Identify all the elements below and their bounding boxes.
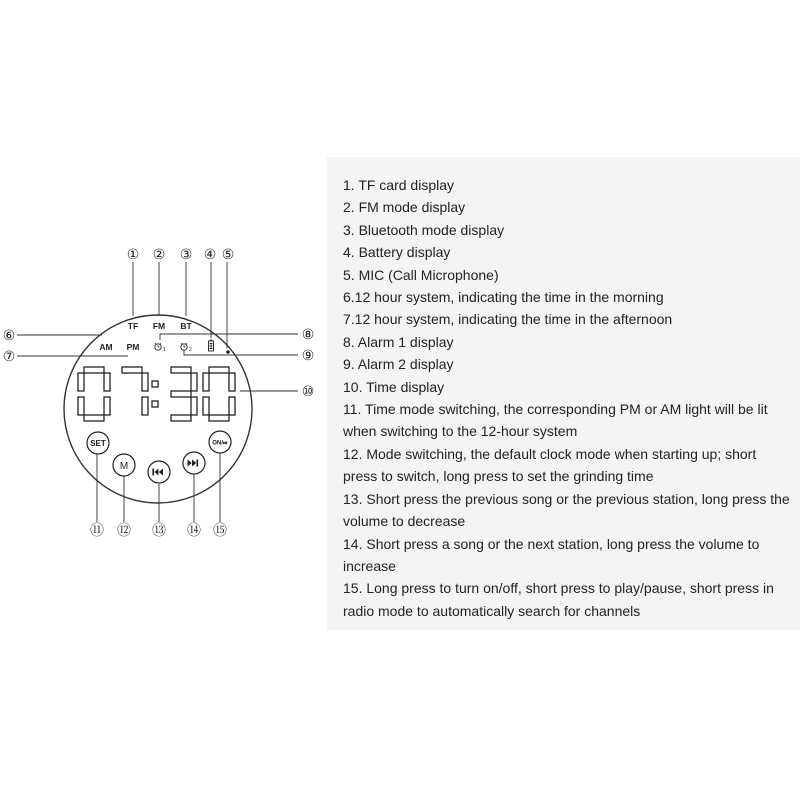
pm-indicator: PM bbox=[126, 342, 140, 352]
callout-4: ④ bbox=[203, 246, 217, 262]
set-button-label: SET bbox=[90, 439, 106, 448]
time-digit-1-segment bbox=[104, 397, 110, 415]
next-button[interactable] bbox=[183, 452, 205, 474]
device-diagram bbox=[0, 0, 325, 800]
time-display bbox=[78, 367, 235, 421]
callout-10: ⑩ bbox=[301, 383, 315, 399]
callout-11: ⑪ bbox=[90, 522, 104, 538]
callout-14: ⑭ bbox=[187, 522, 201, 538]
description-item-10: 10. Time display bbox=[343, 378, 445, 395]
callout-3: ③ bbox=[179, 246, 193, 262]
power-play-button-label: ON/⏯ bbox=[212, 440, 228, 447]
description-item-3: 3. Bluetooth mode display bbox=[343, 221, 505, 238]
mode-button[interactable] bbox=[113, 454, 135, 476]
description-item-1: 1. TF card display bbox=[343, 177, 455, 193]
description-item-5: 5. MIC (Call Microphone) bbox=[343, 266, 499, 283]
callout-9: ⑨ bbox=[301, 347, 315, 363]
description-item-2: 2. FM mode display bbox=[343, 199, 466, 216]
power-play-button[interactable] bbox=[209, 431, 231, 453]
time-digit-1-segment bbox=[78, 373, 84, 391]
time-digit-2-segment bbox=[122, 367, 142, 373]
tf-indicator: TF bbox=[127, 321, 139, 331]
am-indicator: AM bbox=[99, 342, 113, 352]
time-colon-dot bbox=[152, 401, 158, 407]
callout-1: ① bbox=[126, 246, 140, 262]
microphone-icon bbox=[226, 350, 230, 354]
description-item-7: 7.12 hour system, indicating the time in the afternoon bbox=[343, 311, 673, 328]
alarm-2-icon bbox=[181, 343, 187, 350]
set-button[interactable] bbox=[87, 432, 109, 454]
mode-button-label: M bbox=[119, 461, 129, 472]
time-digit-3-segment bbox=[191, 373, 197, 391]
time-digit-3-segment bbox=[171, 415, 191, 421]
callout-13: ⑬ bbox=[152, 522, 166, 538]
description-item-13: 13. Short press the previous song or the previous station, long press the volume to decrease bbox=[343, 490, 790, 530]
callout-5: ⑤ bbox=[221, 246, 235, 262]
description-item-9: 9. Alarm 2 display bbox=[343, 356, 454, 373]
description-item-11: 11. Time mode switching, the corresponding PM or AM light will be lit when switching to the 12-hour system bbox=[343, 401, 768, 440]
description-item-14: 14. Short press a song or the next station, long press the volume to increase bbox=[343, 535, 760, 574]
callout-6: ⑥ bbox=[2, 327, 16, 343]
time-digit-3-segment bbox=[171, 391, 191, 397]
callout-8: ⑧ bbox=[301, 326, 315, 342]
alarm-1-sub: 1 bbox=[163, 347, 166, 353]
bt-indicator: BT bbox=[180, 321, 192, 331]
description-item-15: 15. Long press to turn on/off, short press to play/pause, short press in radio mode to automatically search for channels bbox=[343, 580, 774, 619]
callout-7: ⑦ bbox=[2, 348, 16, 364]
description-item-12: 12. Mode switching, the default clock mode when starting up; short press to switch, long press to set the grinding time bbox=[343, 445, 757, 485]
callout-15: ⑮ bbox=[213, 522, 227, 538]
alarm-2-sub: 2 bbox=[189, 347, 192, 353]
time-colon-dot bbox=[152, 381, 158, 387]
time-digit-2-segment bbox=[142, 373, 148, 391]
time-digit-1-segment bbox=[84, 367, 104, 373]
callout-2: ② bbox=[152, 246, 166, 262]
time-digit-3-segment bbox=[171, 367, 191, 373]
description-item-6: 6.12 hour system, indicating the time in the morning bbox=[343, 289, 664, 306]
callout-12: ⑫ bbox=[117, 522, 131, 538]
time-digit-4-segment bbox=[209, 415, 229, 421]
battery-icon bbox=[209, 340, 214, 351]
description-panel bbox=[327, 157, 800, 630]
description-list bbox=[343, 174, 800, 622]
previous-button[interactable] bbox=[148, 461, 170, 483]
time-digit-4-segment bbox=[209, 367, 229, 373]
time-digit-3-segment bbox=[191, 397, 197, 415]
time-digit-4-segment bbox=[203, 397, 209, 415]
alarm-1-icon bbox=[155, 343, 161, 350]
time-digit-4-segment bbox=[203, 373, 209, 391]
fm-indicator: FM bbox=[152, 321, 166, 331]
time-digit-1-segment bbox=[84, 415, 104, 421]
time-digit-4-segment bbox=[229, 373, 235, 391]
time-digit-1-segment bbox=[78, 397, 84, 415]
description-item-8: 8. Alarm 1 display bbox=[343, 333, 454, 350]
time-digit-4-segment bbox=[229, 397, 235, 415]
time-digit-2-segment bbox=[142, 397, 148, 415]
description-item-4: 4. Battery display bbox=[343, 244, 451, 261]
time-digit-1-segment bbox=[104, 373, 110, 391]
